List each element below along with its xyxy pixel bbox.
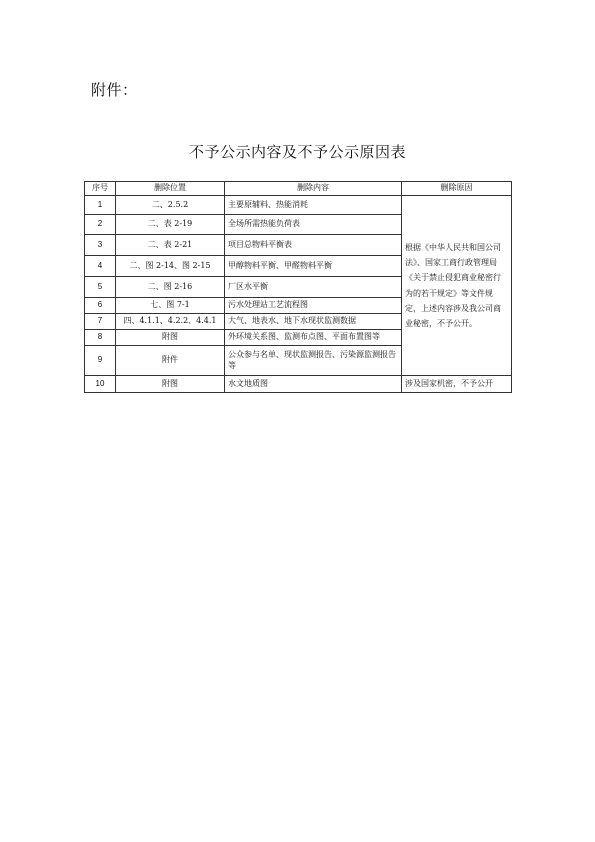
header-no: 序号 bbox=[85, 182, 116, 196]
row-no: 1 bbox=[85, 196, 116, 215]
row-no: 6 bbox=[85, 298, 116, 314]
header-location: 删除位置 bbox=[116, 182, 225, 196]
header-reason: 删除原因 bbox=[402, 182, 512, 196]
row-content: 甲醇物料平衡、甲醛物料平衡 bbox=[225, 256, 402, 277]
row-location: 七、图 7-1 bbox=[116, 298, 225, 314]
row-location: 二、图 2-14、图 2-15 bbox=[116, 256, 225, 277]
row-content: 大气、地表水、地下水现状监测数据 bbox=[225, 314, 402, 330]
document-title: 不予公示内容及不予公示原因表 bbox=[188, 143, 406, 161]
table-row bbox=[85, 196, 512, 215]
row-reason: 涉及国家机密，不予公开 bbox=[402, 376, 512, 393]
row-content: 污水处理站工艺流程图 bbox=[225, 298, 402, 314]
row-no: 8 bbox=[85, 330, 116, 346]
row-content: 厂区水平衡 bbox=[225, 277, 402, 298]
row-no: 5 bbox=[85, 277, 116, 298]
undisclosed-content-table bbox=[84, 181, 512, 393]
row-location: 附件 bbox=[116, 346, 225, 376]
row-content: 全场所需热能负荷表 bbox=[225, 215, 402, 235]
attachment-label: 附件： bbox=[91, 81, 138, 99]
row-location: 四、4.1.1、4.2.2、4.4.1 bbox=[116, 314, 225, 330]
header-content: 删除内容 bbox=[225, 182, 402, 196]
row-location: 二、图 2-16 bbox=[116, 277, 225, 298]
table-row bbox=[85, 376, 512, 393]
row-location: 二、表 2-21 bbox=[116, 235, 225, 256]
row-content: 主要原辅料、热能消耗 bbox=[225, 196, 402, 215]
row-no: 9 bbox=[85, 346, 116, 376]
row-no: 7 bbox=[85, 314, 116, 330]
row-location: 二、表 2-19 bbox=[116, 215, 225, 235]
row-no: 4 bbox=[85, 256, 116, 277]
row-content: 项目总物料平衡表 bbox=[225, 235, 402, 256]
row-location: 二、2.5.2 bbox=[116, 196, 225, 215]
row-location: 附图 bbox=[116, 376, 225, 393]
row-content: 公众参与名单、现状监测报告、污染源监测报告等 bbox=[225, 346, 402, 376]
row-no: 2 bbox=[85, 215, 116, 235]
row-no: 10 bbox=[85, 376, 116, 393]
table-header-row bbox=[85, 182, 512, 196]
row-content: 外环境关系图、监测布点图、平面布置图等 bbox=[225, 330, 402, 346]
row-no: 3 bbox=[85, 235, 116, 256]
row-content: 水文地质图 bbox=[225, 376, 402, 393]
row-location: 附图 bbox=[116, 330, 225, 346]
merged-reason-cell: 根据《中华人民共和国公司法》、国家工商行政管理局《关于禁止侵犯商业秘密行为的若干规定》等文件规定，上述内容涉及我公司商业秘密，不予公开。 bbox=[402, 196, 512, 376]
